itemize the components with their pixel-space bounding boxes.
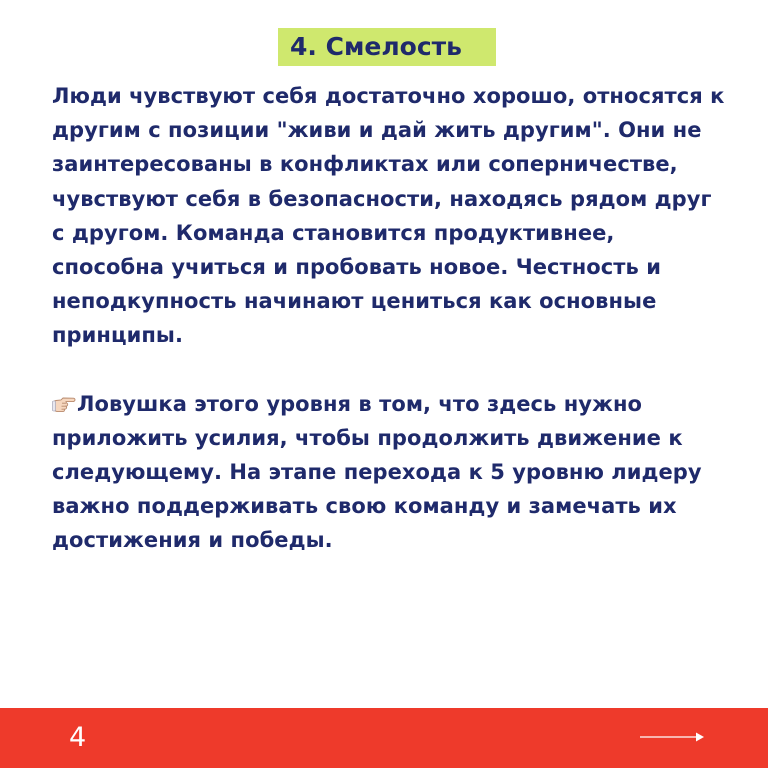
paragraph-trap bbox=[52, 387, 727, 558]
title-container bbox=[0, 28, 768, 66]
slide-body bbox=[52, 79, 727, 558]
footer-bar bbox=[0, 708, 768, 768]
page-number: 4 bbox=[69, 722, 87, 753]
paragraph-description: Люди чувствуют себя достаточно хорошо, относятся к другим с позиции "живи и дай жить другим". Они не заинтересованы в конфликтах или соперничестве, чувствуют себя в безопасности, находясь рядом друг с другом. Команда становится продуктивнее, способна учиться и пробовать новое. Честность и неподкупность начинают цениться как основные принципы. bbox=[52, 84, 725, 348]
slide-title: 4. Смелость bbox=[278, 28, 496, 66]
arrow-right-icon[interactable] bbox=[640, 728, 706, 746]
paragraph-trap-text: Ловушка этого уровня в том, что здесь нужно приложить усилия, чтобы продолжить движение к следующему. На этапе перехода к 5 уровню лидеру важно поддерживать свою команду и замечать их достижения и победы. bbox=[52, 391, 702, 553]
pointing-hand-icon bbox=[52, 389, 76, 407]
